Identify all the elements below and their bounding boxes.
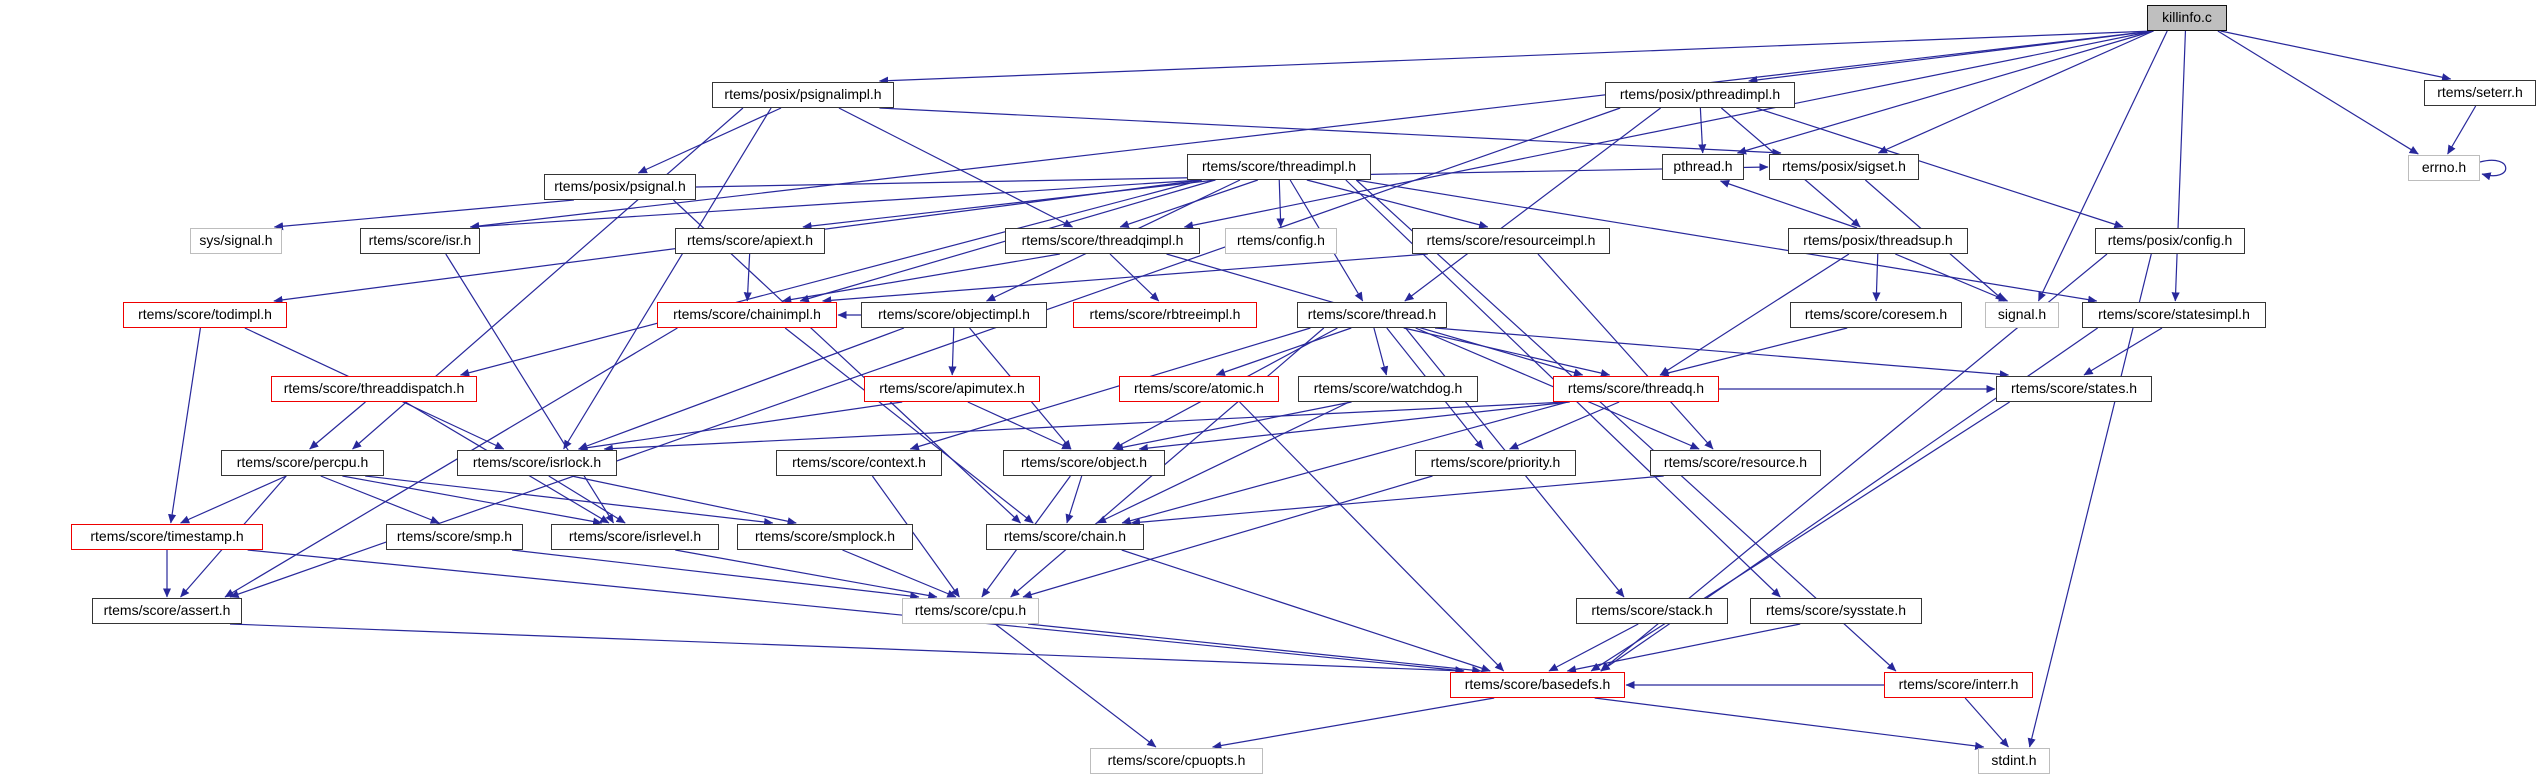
edge — [879, 31, 2153, 81]
node-rtems-score-stack-h[interactable]: rtems/score/stack.h — [1576, 598, 1728, 624]
edge — [1067, 476, 1082, 523]
node-rtems-score-threadq-h[interactable]: rtems/score/threadq.h — [1553, 376, 1719, 402]
node-rtems-score-chain-h[interactable]: rtems/score/chain.h — [986, 524, 1144, 550]
edge — [1538, 254, 1713, 449]
node-rtems-score-objectimpl-h[interactable]: rtems/score/objectimpl.h — [861, 302, 1047, 328]
edge — [952, 328, 954, 375]
edge — [1660, 328, 1847, 375]
edge — [995, 624, 1156, 747]
edge — [1028, 624, 1481, 671]
node-rtems-posix-sigset-h[interactable]: rtems/posix/sigset.h — [1769, 154, 1919, 180]
node-errno-h: errno.h — [2408, 155, 2480, 181]
edge — [1591, 402, 2009, 671]
edge — [2218, 31, 2418, 154]
edge — [2448, 106, 2476, 154]
edge — [1279, 180, 1281, 227]
node-rtems-score-resource-h[interactable]: rtems/score/resource.h — [1650, 450, 1821, 476]
edge — [823, 254, 1428, 301]
edge — [1965, 698, 2008, 747]
node-rtems-score-object-h[interactable]: rtems/score/object.h — [1003, 450, 1165, 476]
edge — [1700, 108, 1702, 153]
node-rtems-score-threadqimpl-h[interactable]: rtems/score/threadqimpl.h — [1005, 228, 1200, 254]
node-rtems-posix-config-h[interactable]: rtems/posix/config.h — [2095, 228, 2245, 254]
node-rtems-posix-psignal-h[interactable]: rtems/posix/psignal.h — [544, 174, 696, 200]
node-rtems-score-atomic-h[interactable]: rtems/score/atomic.h — [1119, 376, 1279, 402]
edge — [1139, 402, 1570, 449]
edge — [1240, 402, 1504, 671]
edge — [783, 254, 1060, 301]
node-rtems-score-apiext-h[interactable]: rtems/score/apiext.h — [675, 228, 825, 254]
edge — [1374, 328, 1386, 375]
node-rtems-score-cpuopts-h: rtems/score/cpuopts.h — [1090, 748, 1263, 774]
edge — [2175, 31, 2185, 301]
edge — [230, 624, 1464, 671]
node-rtems-score-percpu-h[interactable]: rtems/score/percpu.h — [221, 450, 384, 476]
node-rtems-score-timestamp-h[interactable]: rtems/score/timestamp.h — [71, 524, 263, 550]
edge — [2039, 31, 2168, 301]
node-rtems-score-smplock-h[interactable]: rtems/score/smplock.h — [737, 524, 913, 550]
node-rtems-score-watchdog-h[interactable]: rtems/score/watchdog.h — [1298, 376, 1478, 402]
node-rtems-score-priority-h[interactable]: rtems/score/priority.h — [1415, 450, 1576, 476]
node-rtems-score-sysstate-h[interactable]: rtems/score/sysstate.h — [1750, 598, 1922, 624]
edge — [1405, 108, 1661, 301]
node-rtems-score-rbtreeimpl-h[interactable]: rtems/score/rbtreeimpl.h — [1073, 302, 1257, 328]
edge — [1737, 31, 2153, 153]
node-signal-h: signal.h — [1985, 302, 2059, 328]
node-rtems-score-threaddispatch-h[interactable]: rtems/score/threaddispatch.h — [271, 376, 477, 402]
node-rtems-score-interr-h[interactable]: rtems/score/interr.h — [1884, 672, 2033, 698]
edge — [638, 108, 781, 173]
self-loop-edge — [2480, 160, 2506, 175]
edge — [879, 108, 1781, 153]
node-rtems-score-chainimpl-h[interactable]: rtems/score/chainimpl.h — [657, 302, 837, 328]
node-sys-signal-h: sys/signal.h — [190, 228, 282, 254]
edge — [461, 180, 1202, 375]
edge — [181, 476, 287, 523]
edge — [1595, 698, 1984, 747]
node-rtems-score-context-h[interactable]: rtems/score/context.h — [776, 450, 942, 476]
node-rtems-score-threadimpl-h[interactable]: rtems/score/threadimpl.h — [1187, 154, 1371, 180]
node-rtems-posix-threadsup-h[interactable]: rtems/posix/threadsup.h — [1788, 228, 1968, 254]
node-killinfo-c: killinfo.c — [2147, 5, 2227, 31]
edge — [1876, 254, 1878, 301]
node-rtems-score-todimpl-h[interactable]: rtems/score/todimpl.h — [123, 302, 287, 328]
node-rtems-score-resourceimpl-h[interactable]: rtems/score/resourceimpl.h — [1412, 228, 1610, 254]
edge — [1510, 402, 1620, 449]
node-rtems-score-coresem-h[interactable]: rtems/score/coresem.h — [1790, 302, 1962, 328]
edge — [579, 328, 904, 449]
edge — [1878, 31, 2153, 153]
edge — [1216, 328, 1351, 375]
node-rtems-score-states-h[interactable]: rtems/score/states.h — [1996, 376, 2152, 402]
edge — [1721, 181, 1858, 228]
edge — [1184, 31, 2153, 227]
node-rtems-config-h: rtems/config.h — [1225, 228, 1337, 254]
node-rtems-score-statesimpl-h[interactable]: rtems/score/statesimpl.h — [2082, 302, 2266, 328]
node-pthread-h[interactable]: pthread.h — [1662, 154, 1744, 180]
node-rtems-score-basedefs-h[interactable]: rtems/score/basedefs.h — [1450, 672, 1625, 698]
edge — [803, 180, 1216, 227]
edge — [2221, 31, 2451, 79]
edge — [968, 402, 1071, 449]
edge — [1131, 476, 1663, 523]
node-stdint-h: stdint.h — [1978, 748, 2050, 774]
edge — [310, 402, 366, 449]
node-rtems-score-isrlevel-h[interactable]: rtems/score/isrlevel.h — [551, 524, 719, 550]
edge — [1213, 698, 1495, 747]
node-rtems-seterr-h[interactable]: rtems/seterr.h — [2424, 80, 2536, 106]
edge — [248, 550, 1464, 671]
node-rtems-score-thread-h[interactable]: rtems/score/thread.h — [1297, 302, 1447, 328]
edge — [747, 254, 749, 301]
node-rtems-score-isrlock-h[interactable]: rtems/score/isrlock.h — [457, 450, 617, 476]
edge — [1114, 402, 1351, 449]
edge — [785, 328, 1033, 523]
edge — [365, 476, 773, 523]
node-rtems-score-isr-h[interactable]: rtems/score/isr.h — [360, 228, 480, 254]
node-rtems-score-cpu-h: rtems/score/cpu.h — [902, 598, 1039, 624]
node-rtems-score-smp-h[interactable]: rtems/score/smp.h — [386, 524, 523, 550]
node-rtems-posix-psignalimpl-h[interactable]: rtems/posix/psignalimpl.h — [712, 82, 894, 108]
edge — [171, 328, 201, 523]
edge — [572, 476, 797, 523]
edge — [1549, 624, 1638, 671]
edge — [1567, 624, 1800, 671]
edge — [1895, 254, 2007, 301]
node-rtems-score-assert-h[interactable]: rtems/score/assert.h — [92, 598, 242, 624]
edge — [1110, 254, 1159, 301]
node-rtems-posix-pthreadimpl-h[interactable]: rtems/posix/pthreadimpl.h — [1605, 82, 1795, 108]
node-rtems-score-apimutex-h[interactable]: rtems/score/apimutex.h — [864, 376, 1040, 402]
